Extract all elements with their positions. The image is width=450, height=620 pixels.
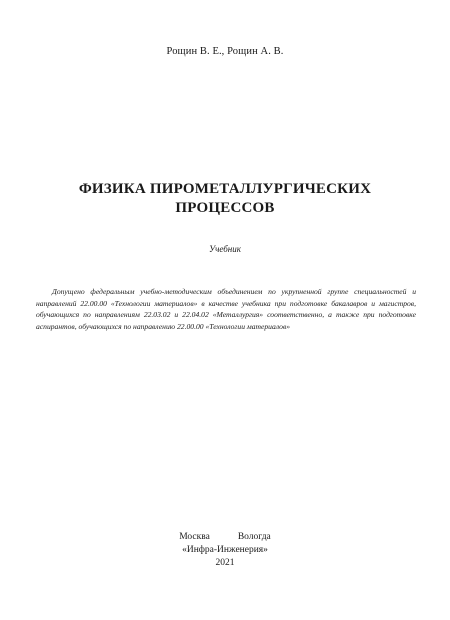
book-title-line-2: ПРОЦЕССОВ [175,200,275,216]
publication-year: 2021 [215,558,235,568]
authors: Рощин В. Е., Рощин А. В. [166,46,284,57]
approval-statement: Допущено федеральным учебно-методическим объединением по укрупненной группе специальностей и направлений 22.00.00 «Технологии материалов» в качестве учебника при подготовке бакалавров и магистров, обучающихся по направлениям 22.03.02 и 22.04.02 «Металлургия» соответственно, а также при подготовке аспирантов, обучающихся по направлению 22.00.00 «Технологии материалов» [36,287,416,331]
city-moscow: Москва [179,532,210,542]
book-title-line-1: ФИЗИКА ПИРОМЕТАЛЛУРГИЧЕСКИХ [78,181,372,197]
publisher: «Инфра-Инженерия» [182,545,268,555]
book-type: Учебник [209,244,241,254]
imprint [0,531,450,570]
book-title [0,180,450,218]
city-vologda: Вологда [237,532,271,542]
publication-cities [0,531,450,544]
